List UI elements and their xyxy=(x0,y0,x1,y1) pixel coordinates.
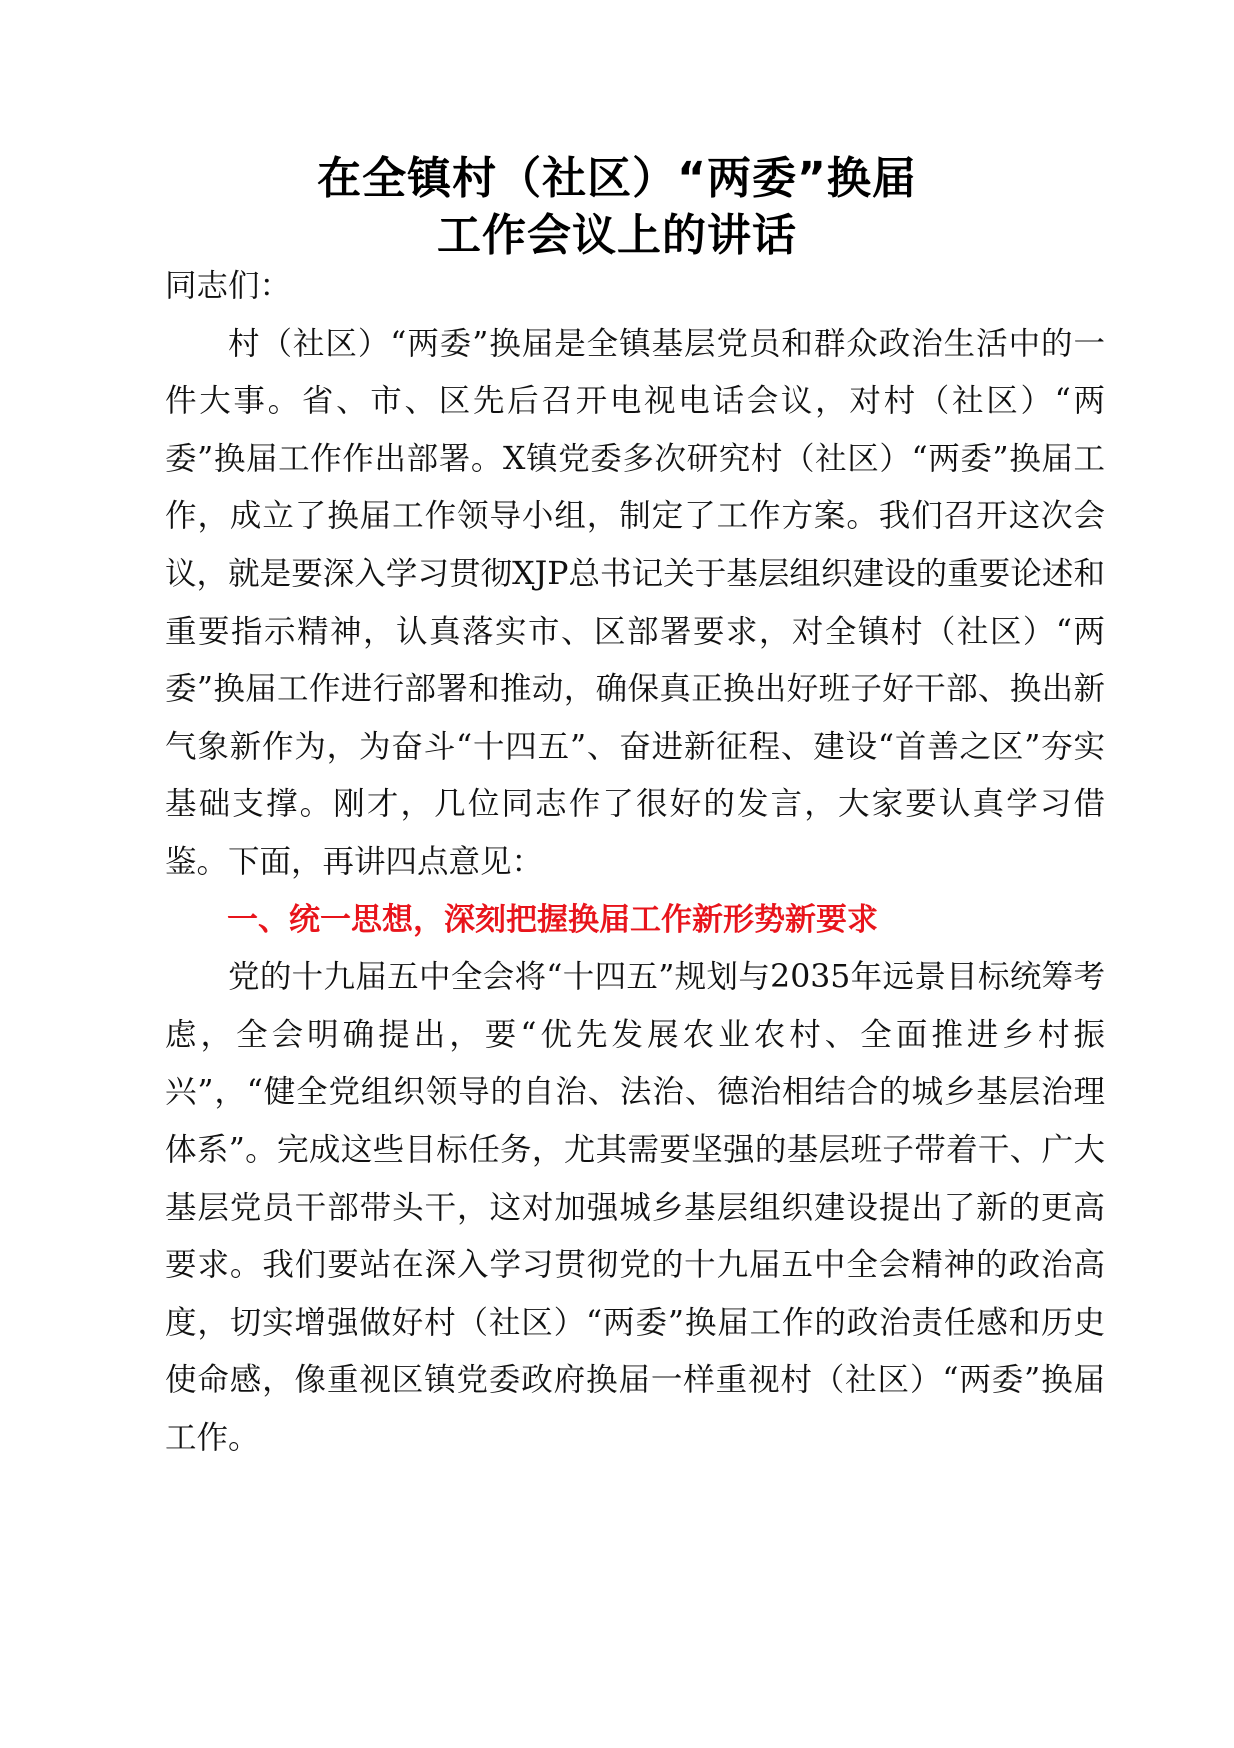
paragraph-section-1: 党的十九届五中全会将“十四五”规划与2035年远景目标统筹考虑，全会明确提出，要“优先发展农业农村、全面推进乡村振兴”，“健全党组织领导的自治、法治、德治相结合的城乡基层治理体系”。完成这些目标任务，尤其需要坚强的基层班子带着干、广大基层党员干部带头干，这对加强城乡基层组织建设提出了新的更高要求。我们要站在深入学习贯彻党的十九届五中全会精神的政治高度，切实增强做好村（社区）“两委”换届工作的政治责任感和历史使命感，像重视区镇党委政府换届一样重视村（社区）“两委”换届工作。 xyxy=(165,959,1105,1456)
salutation: 同志们： xyxy=(165,268,292,304)
document-body xyxy=(165,258,1105,1467)
document-title xyxy=(0,150,1234,264)
paragraph-intro: 村（社区）“两委”换届是全镇基层党员和群众政治生活中的一件大事。省、市、区先后召开电视电话会议，对村（社区）“两委”换届工作作出部署。X镇党委多次研究村（社区）“两委”换届工作，成立了换届工作领导小组，制定了工作方案。我们召开这次会议，就是要深入学习贯彻XJP总书记关于基层组织建设的重要论述和重要指示精神，认真落实市、区部署要求，对全镇村（社区）“两委”换届工作进行部署和推动，确保真正换出好班子好干部、换出新气象新作为，为奋斗“十四五”、奋进新征程、建设“首善之区”夯实基础支撑。刚才，几位同志作了很好的发言，大家要认真学习借鉴。下面，再讲四点意见： xyxy=(165,325,1105,880)
title-line-2: 工作会议上的讲话 xyxy=(437,210,797,261)
title-line-1: 在全镇村（社区）“两委”换届 xyxy=(317,153,917,204)
section-heading-1: 一、统一思想，深刻把握换届工作新形势新要求 xyxy=(227,901,878,938)
